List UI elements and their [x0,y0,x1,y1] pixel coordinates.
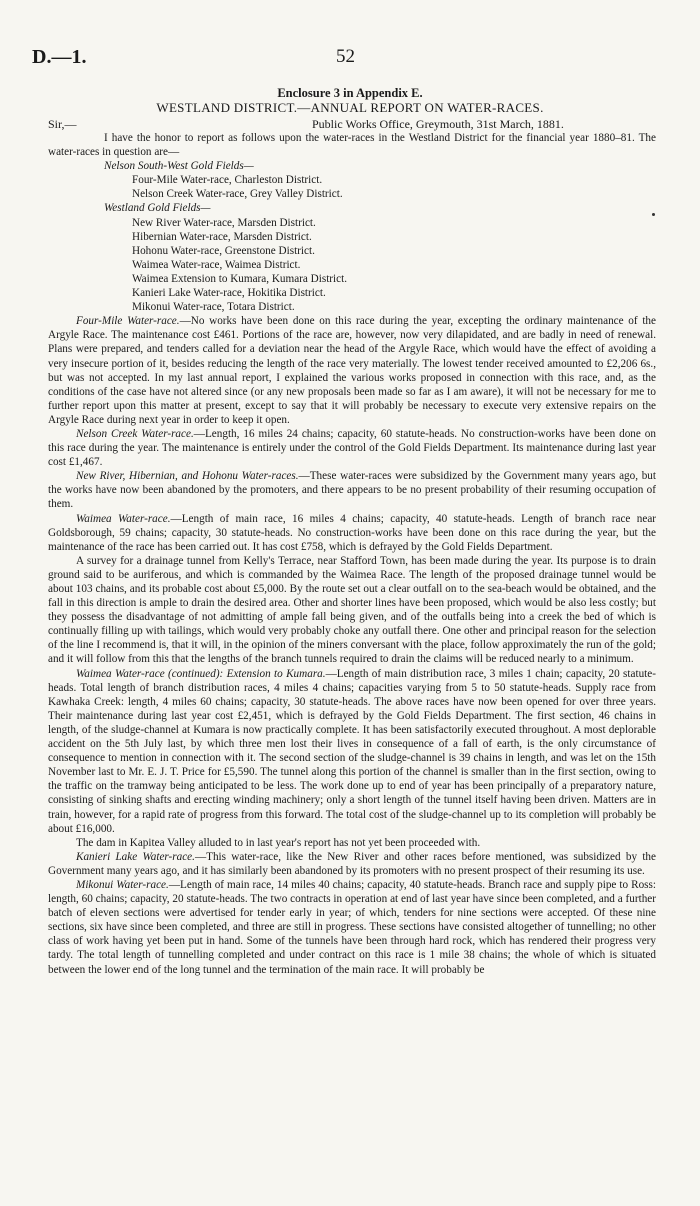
paragraph-text: —Length, 16 miles 24 chains; capacity, 60 statute-heads. No construction-works have been done on this race during the year. The maintenance is entirely under the control of the Gold Fields Department. Its maintenance during last year cost £1,467. [48,427,656,469]
enclosure-heading: Enclosure 3 in Appendix E. [277,86,423,100]
paragraph-lead: Four-Mile Water-race. [76,315,180,328]
paragraph-lead: Kanieri Lake Water-race. [76,850,195,863]
paragraph-mikonui [48,878,656,977]
paragraph-new-river [48,469,656,511]
paragraph-kanieri [48,850,656,878]
paragraph-text: A survey for a drainage tunnel from Kelly's Terrace, near Stafford Town, has been made during the year. Its purpose is to drain ground said to be auriferous, and which is commanded by the Waimea Race. The length of the proposed drainage tunnel would be about 103 chains, and its probable cost about £5,000. By the route set out a clear outfall on to the sea-beach would be obtained, and the fall in this direction is ample to drain the desired area. Other and shorter lines have been proposed, which would be also less costly; but they possess the disadvantage of not admitting of ample fall being given, and of the outfalls being into a creek the bed of which is continually filling up with tailings, which would very probably choke any outfall there. One other and principal reason for the selection of the line I recommend is, that it will, in the opinion of the miners conversant with the place, follow approximately the run of the gold; and it will follow from this that the lengths of the branch tunnels required to drain the claims will be reduced nearly to a minimum. [48,554,656,666]
group-heading: Westland Gold Fields— [104,202,211,215]
report-body [48,131,656,977]
paragraph-text: —Length of main race, 14 miles 40 chains; capacity, 40 statute-heads. Branch race and supply pipe to Ross: length, 60 chains; capacity, 20 statute-heads. The two contracts in operation at end of last year have since been completed, and a further batch of eleven sections were advertised for tender early in year; of which, tenders for nine sections were accepted. Of these nine sections, six have since been completed, and three are still in progress. These sections have consisted altogether of tunnelling; no other class of work having yet been put in hand. Some of the tunnels have been through hard rock, which has rendered their progress very tardy. The total length of tunnelling completed and under contract on this race is 1 mile 38 chains; the whole of which is situated between the lower end of the long tunnel and the termination of the main race. It will probably be [48,878,657,976]
race-list-item: Kanieri Lake Water-race, Hokitika District. [132,287,326,300]
race-list-item: New River Water-race, Marsden District. [132,216,316,229]
paragraph-text: —Length of main distribution race, 3 miles 1 chain; capacity, 20 statute-heads. Total length of branch distribution races, 4 miles 4 chains; capacities varying from 5 to 50 statute-heads. Supply race from Kawhaka Creek: length, 4 miles 60 chains; capacity, 30 statute-heads. The above races have now been opened for over three years. Their maintenance during last year cost £2,451, which is defrayed by the Gold Fields Department. The first section, 46 chains in length, of the sludge-channel at Kumara is now practically complete. It has been satisfactorily executed throughout. A most deplorable accident on the 5th July last, by which three men lost their lives in consequence of a fall of earth, is the only circumstance of consequence to mention in connection with it. The second section of the sludge-channel is 39 chains in length, and was let on the 15th November last to Mr. E. J. T. Price for £5,590. The tunnel along this portion of the channel is smaller than in the first section, owing to the traffic on the tramway being anticipated to be less. The work done up to end of year has been principally of a preparatory nature, consisting of sinking shafts and erecting winding machinery; only a short length of the tunnel itself having been driven. Matters are in train, however, for a rapid rate of progress from this forward. The total cost of the sludge-channel up to its completion will probably be about £16,000. [48,667,656,835]
paragraph-drainage-survey [48,554,656,667]
paragraph-nelson-creek [48,427,656,469]
race-list-item: Waimea Water-race, Waimea District. [132,258,301,271]
paragraph-text: The dam in Kapitea Valley alluded to in last year's report has not yet been proceeded with. [76,836,481,849]
race-group-nelson [48,159,656,201]
paragraph-lead: Waimea Water-race. [76,512,171,525]
race-list-item: Hohonu Water-race, Greenstone District. [132,244,315,257]
paragraph-text: —No works have been done on this race during the year, excepting the ordinary maintenance of the Argyle Race. The maintenance cost £461. Portions of the race are, however, now very dilapidated, and are badly in need of renewal. Plans were prepared, and tenders called for a deviation near the head of the Argyle Race, which would have the effect of avoiding a very insecure portion of it, besides reducing the length of the race very materially. The lowest tender received amounted to £2,206 6s., but was not accepted. In my last annual report, I explained the various works proposed in connection with this race, and, as the conditions of the case have not altered since (or any new proposals been made so far as I am aware), it will not be necessary for me to further report upon this matter at present, except to say that it will probably be necessary to execute very extensive repairs on the Argyle Race during next year in order to keep it open. [48,315,656,426]
race-list-item: Four-Mile Water-race, Charleston District. [132,174,323,187]
series-reference: D.—1. [32,46,87,68]
paragraph-lead: New River, Hibernian, and Hohonu Water-races. [76,470,299,483]
paragraph-kapitea-dam [48,836,656,850]
paragraph-lead: Nelson Creek Water-race. [76,427,194,440]
paragraph-waimea [48,512,656,554]
salutation: Sir,— [48,117,77,131]
page-number: 52 [336,46,355,67]
race-list-item: Nelson Creek Water-race, Grey Valley District. [132,188,343,201]
race-list-item: Hibernian Water-race, Marsden District. [132,230,312,243]
paragraph-text: —These water-races were subsidized by the Government many years ago, but the works have now been abandoned by the promoters, and there appears to be no present probability of their resuming occupation of them. [48,470,656,511]
race-list-item: Waimea Extension to Kumara, Kumara District. [132,272,348,285]
intro-paragraph: I have the honor to report as follows upon the water-races in the Westland District for the financial year 1880–81. The water-races in question are— [48,132,656,159]
place-and-date: Public Works Office, Greymouth, 31st March, 1881. [312,117,564,131]
race-list-item: Mikonui Water-race, Totara District. [132,301,295,314]
group-heading: Nelson South-West Gold Fields— [104,160,254,173]
paragraph-four-mile [48,314,656,427]
paragraph-text: —This water-race, like the New River and other races before mentioned, was subsidized by the Government many years ago, and it has similarly been abandoned by its promoters with no present prospect of their resuming its use. [48,850,656,877]
paragraph-text: —Length of main race, 16 miles 4 chains; capacity, 40 statute-heads. Length of branch race near Goldsborough, 59 chains; capacity, 30 statute-heads. No construction-works have been done on this race during the year, but the maintenance of the race has been carried out. It has cost £758, which is defrayed by the Gold Fields Department. [48,512,657,553]
paragraph-lead: Waimea Water-race (continued): Extension to Kumara. [76,667,326,680]
paragraph-waimea-extension [48,667,656,836]
report-title: WESTLAND DISTRICT.—ANNUAL REPORT ON WATER-RACES. [156,100,544,115]
race-group-westland [48,201,656,314]
paragraph-lead: Mikonui Water-race. [76,878,169,891]
